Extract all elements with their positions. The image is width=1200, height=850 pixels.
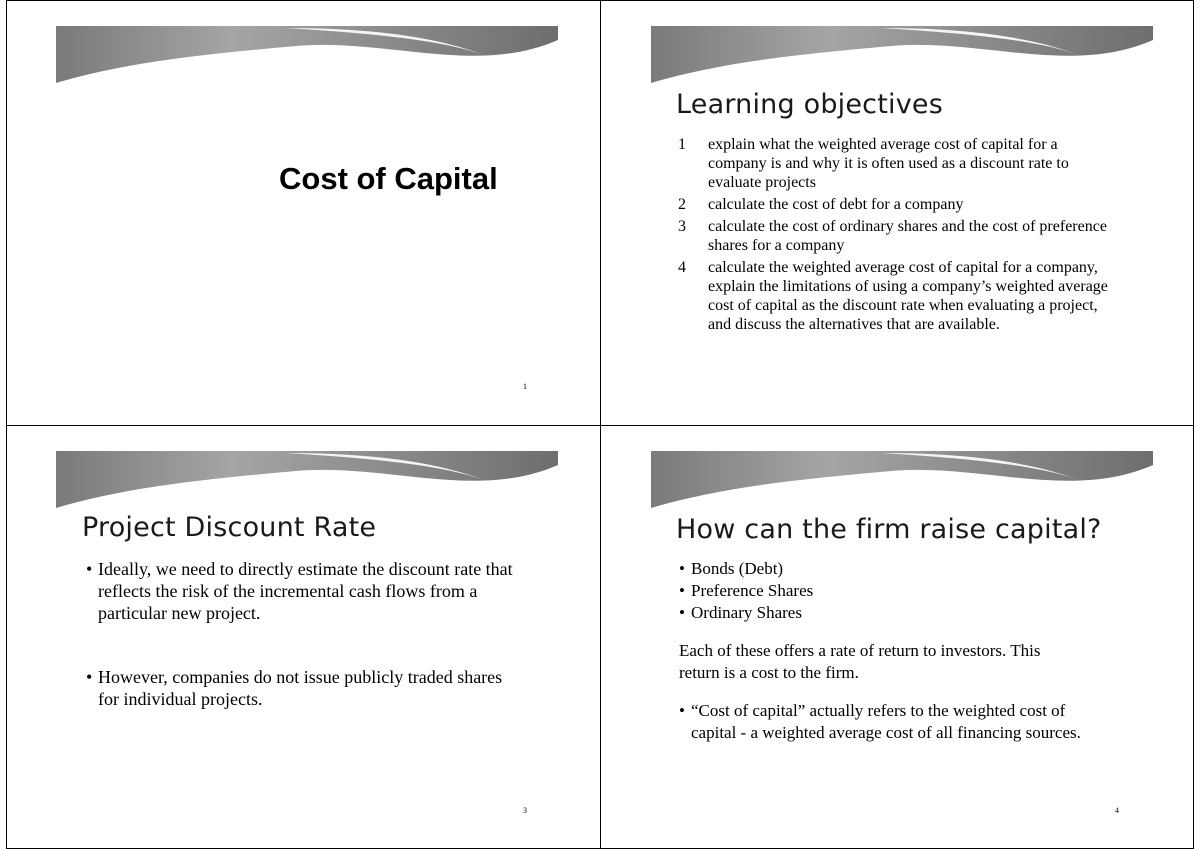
wave-banner: [651, 26, 1153, 86]
slide-1: [6, 1, 600, 425]
list-item: • Bonds (Debt): [679, 559, 784, 578]
bullet-icon: •: [679, 559, 685, 578]
wave-banner: [56, 451, 558, 511]
bullet-icon: •: [86, 667, 93, 687]
bullet-icon: •: [679, 701, 685, 720]
list-item: 2 calculate the cost of debt for a company: [678, 196, 964, 213]
slide-title: Learning objectives: [676, 89, 943, 120]
list-item: 4 calculate the weighted average cost of capital for a company, explain the limitations of using a company’s weighted average cost of capital as the discount rate when evaluating a project, and discuss the alternatives that are available.: [678, 259, 1108, 333]
list-item: • Ideally, we need to directly estimate the discount rate that reflects the risk of the incremental cash flows from a particular new project.: [86, 559, 513, 623]
wave-banner: [56, 26, 558, 86]
bullet-list: [86, 558, 516, 710]
page-number: 1: [523, 382, 527, 391]
list-item: • “Cost of capital” actually refers to the weighted cost of capital - a weighted average cost of all financing sources.: [679, 701, 1081, 742]
list-item: • However, companies do not issue publicly traded shares for individual projects.: [86, 667, 503, 709]
bullet-icon: •: [679, 581, 685, 600]
slide-4: [601, 426, 1195, 850]
bullet-icon: •: [679, 603, 685, 622]
list-item: 1 explain what the weighted average cost of capital for a company is and why it is often used as a discount rate to evaluate projects: [678, 136, 1069, 191]
slide-title: Cost of Capital: [279, 161, 498, 196]
page-number: 4: [1115, 806, 1119, 815]
slide-3: [6, 426, 600, 850]
objectives-list: [678, 135, 1118, 337]
list-item: • Ordinary Shares: [679, 603, 802, 622]
slide-body: [679, 558, 1109, 744]
wave-banner: [651, 451, 1153, 511]
slide-title: Project Discount Rate: [82, 512, 377, 543]
bullet-icon: •: [86, 559, 93, 579]
page-number: 3: [523, 806, 527, 815]
slide-title: How can the firm raise capital?: [676, 514, 1102, 545]
slide-2: [601, 1, 1195, 425]
list-item: 3 calculate the cost of ordinary shares and the cost of preference shares for a company: [678, 218, 1107, 254]
paragraph: Each of these offers a rate of return to investors. This return is a cost to the firm.: [679, 641, 1041, 682]
list-item: • Preference Shares: [679, 581, 814, 600]
